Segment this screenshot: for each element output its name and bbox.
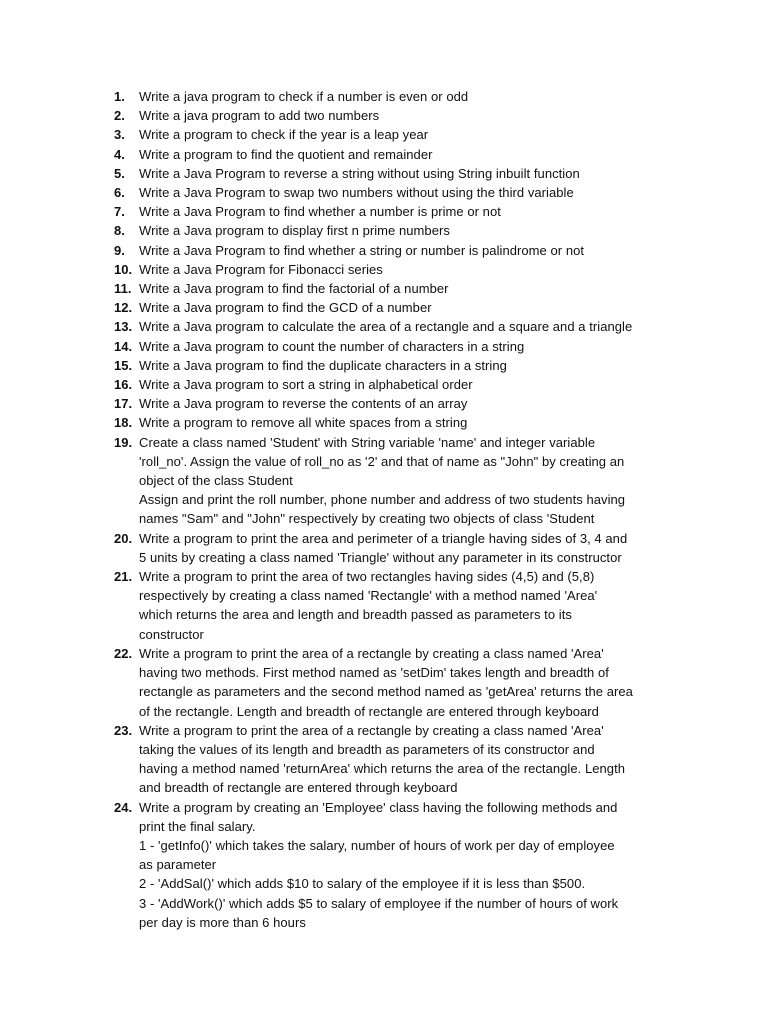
item-text-line: Write a program to print the area of a rectangle by creating a class named 'Area' — [139, 722, 604, 738]
list-item — [0, 433, 768, 529]
item-number: 2. — [114, 108, 125, 124]
list-item — [0, 260, 768, 279]
item-text-line: Write a program to print the area and perimeter of a triangle having sides of 3, 4 and — [139, 530, 628, 546]
item-number: 13. — [114, 319, 133, 335]
list-item — [0, 356, 768, 375]
item-number: 10. — [114, 261, 133, 277]
item-number: 6. — [114, 185, 125, 201]
list-item — [0, 183, 768, 202]
list-item — [0, 721, 768, 798]
item-text-line: as parameter — [139, 857, 217, 873]
item-text-line: Write a Java program to find the duplicate characters in a string — [139, 357, 507, 373]
list-item — [0, 529, 768, 567]
list-item — [0, 145, 768, 164]
item-text-line: print the final salary. — [139, 818, 256, 834]
item-text-line: Write a Java Program to reverse a string without using String inbuilt function — [139, 165, 580, 181]
item-text-line: 2 - 'AddSal()' which adds $10 to salary of the employee if it is less than $500. — [139, 876, 586, 892]
item-text-line: 3 - 'AddWork()' which adds $5 to salary of employee if the number of hours of work — [139, 895, 619, 911]
item-text-line: per day is more than 6 hours — [139, 914, 306, 930]
list-item — [0, 221, 768, 240]
list-item — [0, 337, 768, 356]
list-item — [0, 106, 768, 125]
item-number: 17. — [114, 396, 133, 412]
item-number: 14. — [114, 338, 133, 354]
item-number: 5. — [114, 165, 125, 181]
item-number: 19. — [114, 434, 133, 450]
item-number: 11. — [114, 281, 132, 297]
list-item — [0, 317, 768, 336]
list-item — [0, 298, 768, 317]
item-number: 23. — [114, 722, 133, 738]
item-text-line: Write a program to print the area of two rectangles having sides (4,5) and (5,8) — [139, 569, 595, 585]
item-text-line: Write a Java Program to swap two numbers without using the third variable — [139, 185, 574, 201]
item-text-line: Write a Java Program for Fibonacci series — [139, 261, 383, 277]
list-item — [0, 644, 768, 721]
item-text-line: Write a program by creating an 'Employee' class having the following methods and — [139, 799, 618, 815]
list-item — [0, 413, 768, 432]
list-item — [0, 394, 768, 413]
item-text-line: names "Sam" and "John" respectively by creating two objects of class 'Student — [139, 511, 595, 527]
item-number: 21. — [114, 569, 133, 585]
list-item — [0, 798, 768, 932]
item-text-line: having a method named 'returnArea' which returns the area of the rectangle. Length — [139, 761, 626, 777]
item-number: 16. — [114, 377, 133, 393]
question-list — [0, 87, 768, 932]
item-number: 7. — [114, 204, 125, 220]
item-text-line: object of the class Student — [139, 473, 293, 489]
list-item — [0, 87, 768, 106]
item-number: 12. — [114, 300, 133, 316]
item-text-line: Write a program to find the quotient and remainder — [139, 146, 433, 162]
item-number: 15. — [114, 357, 133, 373]
item-text-line: Write a java program to add two numbers — [139, 108, 380, 124]
item-text-line: constructor — [139, 626, 204, 642]
item-text-line: rectangle as parameters and the second method named as 'getArea' returns the area — [139, 684, 633, 700]
item-text-line: Write a Java program to calculate the area of a rectangle and a square and a triangle — [139, 319, 633, 335]
item-text-line: having two methods. First method named as 'setDim' takes length and breadth of — [139, 665, 609, 681]
item-text-line: Write a Java program to reverse the contents of an array — [139, 396, 468, 412]
list-item — [0, 241, 768, 260]
item-text-line: Write a Java program to count the number of characters in a string — [139, 338, 525, 354]
item-text-line: Write a java program to check if a number is even or odd — [139, 89, 469, 104]
list-item — [0, 125, 768, 144]
list-item — [0, 567, 768, 644]
item-text-line: Assign and print the roll number, phone number and address of two students having — [139, 492, 626, 508]
item-text-line: respectively by creating a class named 'Rectangle' with a method named 'Area' — [139, 588, 598, 604]
item-text-line: 'roll_no'. Assign the value of roll_no as '2' and that of name as "John" by creating an — [139, 453, 625, 469]
item-text-line: Create a class named 'Student' with String variable 'name' and integer variable — [139, 434, 596, 450]
item-text-line: Write a Java program to display first n prime numbers — [139, 223, 450, 239]
list-item — [0, 375, 768, 394]
item-text-line: Write a program to remove all white spaces from a string — [139, 415, 468, 431]
item-text-line: taking the values of its length and breadth as parameters of its constructor and — [139, 741, 595, 757]
item-text-line: 5 units by creating a class named 'Triangle' without any parameter in its constructor — [139, 549, 622, 565]
item-text-line: and breadth of rectangle are entered through keyboard — [139, 780, 458, 796]
item-text-line: of the rectangle. Length and breadth of rectangle are entered through keyboard — [139, 703, 599, 719]
item-text-line: Write a Java program to find the GCD of a number — [139, 300, 432, 316]
item-number: 4. — [114, 146, 125, 162]
list-item — [0, 164, 768, 183]
item-text-line: Write a program to print the area of a rectangle by creating a class named 'Area' — [139, 645, 604, 661]
item-number: 1. — [114, 89, 125, 104]
item-text-line: which returns the area and length and breadth passed as parameters to its — [139, 607, 572, 623]
item-text-line: Write a Java program to sort a string in alphabetical order — [139, 377, 473, 393]
list-item — [0, 279, 768, 298]
item-text-line: Write a Java Program to find whether a string or number is palindrome or not — [139, 242, 585, 258]
item-number: 18. — [114, 415, 133, 431]
list-item — [0, 202, 768, 221]
item-text-line: Write a Java program to find the factorial of a number — [139, 281, 449, 297]
item-number: 20. — [114, 530, 133, 546]
item-text-line: 1 - 'getInfo()' which takes the salary, number of hours of work per day of employee — [139, 837, 615, 853]
item-number: 24. — [114, 799, 133, 815]
item-number: 22. — [114, 645, 133, 661]
item-text-line: Write a program to check if the year is a leap year — [139, 127, 429, 143]
item-number: 3. — [114, 127, 125, 143]
item-number: 8. — [114, 223, 125, 239]
item-text-line: Write a Java Program to find whether a number is prime or not — [139, 204, 501, 220]
item-number: 9. — [114, 242, 125, 258]
